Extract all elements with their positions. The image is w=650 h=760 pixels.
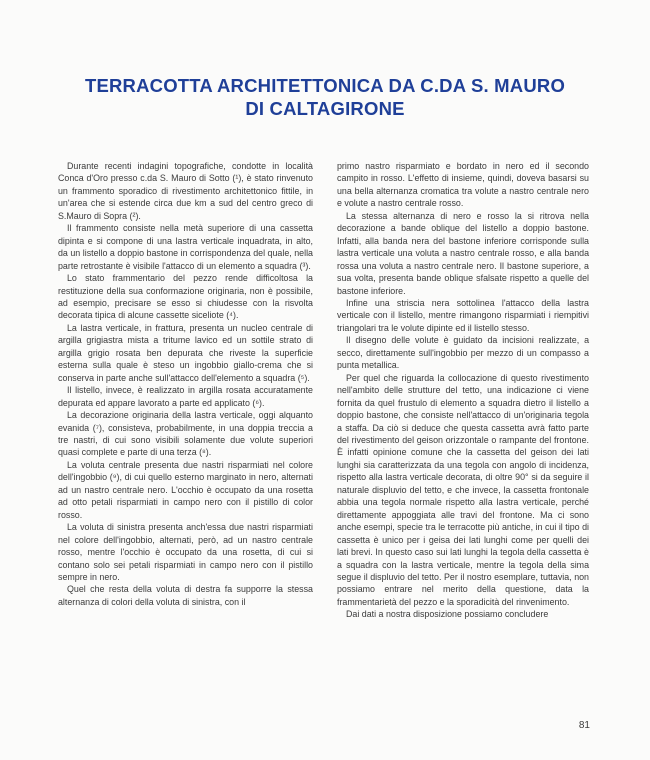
paragraph: La stessa alternanza di nero e rosso la si ritrova nella decorazione a bande oblique del listello a doppio bastone. Infatti, alla banda nera del bastone inferiore corrisponde sulla lastra verticale una voluta a nastro centrale rosso, e alla banda rossa una voluta a nastro centrale nero. Il bastone superiore, a sua volta, presenta bande oblique sfalsate rispetto a quelle del bastone inferiore.: [337, 210, 589, 296]
paragraph: Infine una striscia nera sottolinea l'attacco della lastra verticale con il listello, mentre rimangono risparmiati i riempitivi triangolari tra le volute dipinte ed il listello stesso.: [337, 297, 589, 333]
paragraph: La voluta centrale presenta due nastri risparmiati nel colore dell'ingobbio (⁹), di cui quello esterno marginato in nero, alternati ad un nastro centrale nero. L'occhio è occupato da una rosetta ad otto petali risparmiati in campo nero con il pistillo di color rosso.: [58, 459, 313, 520]
title-line-1: TERRACOTTA ARCHITETTONICA DA C.DA S. MAURO: [84, 75, 566, 96]
paragraph: Dai dati a nostra disposizione possiamo concludere: [346, 609, 549, 620]
paragraph: La voluta di sinistra presenta anch'essa due nastri risparmiati nel colore dell'ingobbio, alternati, però, ad un nastro centrale rosso, mentre l'occhio è occupato da una rosetta, di cui si contano solo sei petali risparmiati in campo nero con il pistillo sempre in nero.: [58, 522, 313, 582]
paragraph: La decorazione originaria della lastra verticale, oggi alquanto evanida (⁷), consisteva, probabilmente, in una doppia treccia a tre nastri, di cui sono visibili solamente due volute superiori quasi complete e parte di una terza (⁸).: [58, 410, 313, 458]
paragraph: Lo stato frammentario del pezzo rende difficoltosa la restituzione della sua conformazione originaria, non è possibile, ad esempio, precisare se esso si chiudesse con la risvolta decorata tipica di alcune cassette siceliote (⁴).: [58, 273, 313, 321]
title-line-2: DI CALTAGIRONE: [245, 98, 405, 119]
paragraph: Durante recenti indagini topografiche, condotte in località Conca d'Oro presso c.da S. Mauro di Sotto (¹), è stato rinvenuto un frammento sporadico di rivestimento architettonico fittile, in un'area che si estende circa due km a sud del centro greco di S.Mauro di Sopra (²).: [58, 161, 313, 221]
right-column: [337, 160, 589, 621]
paragraph: La lastra verticale, in frattura, presenta un nucleo centrale di argilla grigiastra mista a tritume lavico ed un sottile strato di argilla grigio rosata ben depurata che riveste la superficie esterna sulla quale è steso un ingobbio giallo-crema che si conserva in parte anche sull'attacco dell'elemento a squadra (⁵).: [58, 322, 313, 383]
paragraph: Quel che resta della voluta di destra fa supporre la stessa alternanza di colori della voluta di sinistra, con il: [58, 584, 313, 607]
paragraph: Per quel che riguarda la collocazione di questo rivestimento nell'ambito delle strutture del tetto, una indicazione ci viene fornita da quel frustulo di elemento a squadra dietro il listello a doppio bastone, che consiste nell'attacco di un'originaria tegola a staffa. Da ciò si deduce che questa cassetta avrà fatto parte del rivestimento del geison orizzontale o rampante del frontone. È infatti opinione comune che la cassetta del geison dei lati lunghi sia caratterizzata da una tegola con angolo di incidenza, rispetto alla lastra verticale decorata, di oltre 90° si da seguire il naturale displuvio del tetto, e che invece, la cassetta frontonale abbia una tegola normale rispetto alla lastra verticale, perché direttamente appoggiata alle travi del frontone. Ma ci sono anche esempi, specie tra le terracotte più antiche, in cui il tipo di cassetta è unico per i geisa dei lati lunghi come per quelli dei lati brevi. In questo caso sui lati lunghi la tegola della cassetta è a squadra con la lastra verticale, mentre la tegola della sima segue il displuvio del tetto. Per il nostro esemplare, tuttavia, non possiamo entrare nel merito della questione, data la frammentarietà del pezzo e la sporadicità del rinvenimento.: [337, 372, 589, 607]
page-title: [40, 74, 610, 120]
paragraph: primo nastro risparmiato e bordato in nero ed il secondo campito in rosso. L'effetto di insieme, quindi, doveva basarsi su una bella alternanza cromatica tra volute a nastro centrale nero e volute a nastro centrale rosso.: [337, 161, 589, 209]
paragraph: Il frammento consiste nella metà superiore di una cassetta dipinta e si compone di una lastra verticale inquadrata, in alto, da un listello a doppio bastone in corrispondenza del quale, nella parte retrostante è visibile l'attacco di un elemento a squadra (³).: [58, 223, 313, 271]
paragraph: Il listello, invece, è realizzato in argilla rosata accuratamente depurata ed appare lavorato a parte ed applicato (⁶).: [58, 385, 313, 408]
paragraph: Il disegno delle volute è guidato da incisioni realizzate, a secco, direttamente sull'ingobbio per mezzo di un compasso a punta metallica.: [337, 335, 589, 371]
left-column: [58, 160, 313, 608]
page-number: 81: [578, 720, 590, 731]
